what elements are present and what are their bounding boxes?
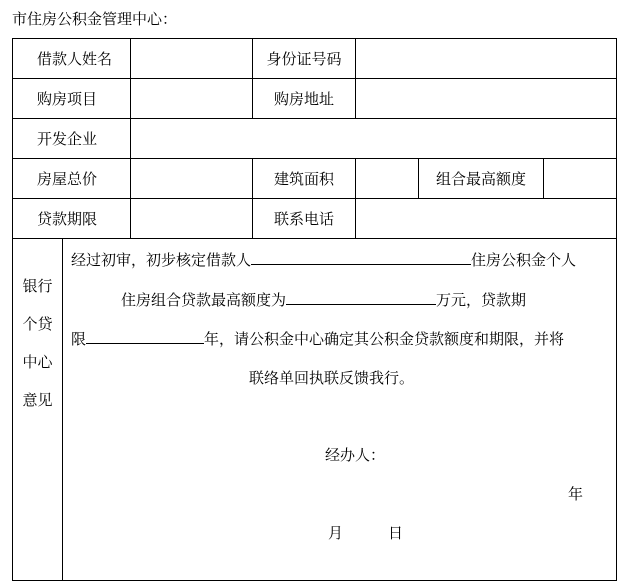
value-borrower-name[interactable] — [131, 39, 253, 79]
opinion-label-line: 银行 — [22, 277, 53, 295]
value-total-price[interactable] — [131, 159, 253, 199]
row-term-phone — [13, 199, 617, 239]
opinion-line-2: 住房组合贷款最高额度为 万元，贷款期 — [121, 291, 527, 309]
row-opinion — [13, 239, 617, 581]
row-name-id — [13, 39, 617, 79]
row-price-area — [13, 159, 617, 199]
value-area[interactable] — [356, 159, 419, 199]
blank-borrower[interactable] — [251, 249, 471, 265]
row-developer — [13, 119, 617, 159]
month-label: 月 — [328, 524, 344, 542]
opinion-label — [13, 239, 63, 581]
value-address[interactable] — [356, 79, 617, 119]
label-id-number: 身份证号码 — [253, 39, 356, 79]
blank-term-years[interactable] — [86, 328, 204, 344]
day-label: 日 — [388, 524, 404, 542]
value-developer[interactable] — [131, 119, 617, 159]
label-total-price: 房屋总价 — [13, 159, 131, 199]
label-borrower-name: 借款人姓名 — [13, 39, 131, 79]
label-address: 购房地址 — [253, 79, 356, 119]
form-header: 市住房公积金管理中心： — [12, 10, 178, 28]
value-project[interactable] — [131, 79, 253, 119]
label-term: 贷款期限 — [13, 199, 131, 239]
loan-form-table — [12, 38, 617, 581]
value-combo-max[interactable] — [544, 159, 617, 199]
handler-label: 经办人： — [325, 446, 386, 464]
label-combo-max: 组合最高额度 — [419, 159, 544, 199]
opinion-label-line: 个贷 — [22, 315, 53, 333]
opinion-line-1: 经过初审，初步核定借款人 住房公积金个人 — [71, 251, 577, 269]
value-phone[interactable] — [356, 199, 617, 239]
opinion-label-line: 意见 — [22, 391, 53, 409]
opinion-line-4: 联络单回执联反馈我行。 — [249, 369, 415, 387]
blank-max-amount[interactable] — [286, 289, 436, 305]
value-term[interactable] — [131, 199, 253, 239]
opinion-label-line: 中心 — [22, 353, 53, 371]
label-project: 购房项目 — [13, 79, 131, 119]
year-label: 年 — [568, 485, 584, 503]
opinion-content — [63, 239, 617, 581]
label-phone: 联系电话 — [253, 199, 356, 239]
label-developer: 开发企业 — [13, 119, 131, 159]
row-project-address — [13, 79, 617, 119]
label-area: 建筑面积 — [253, 159, 356, 199]
opinion-line-3: 限 年，请公积金中心确定其公积金贷款额度和期限，并将 — [71, 330, 565, 348]
value-id-number[interactable] — [356, 39, 617, 79]
